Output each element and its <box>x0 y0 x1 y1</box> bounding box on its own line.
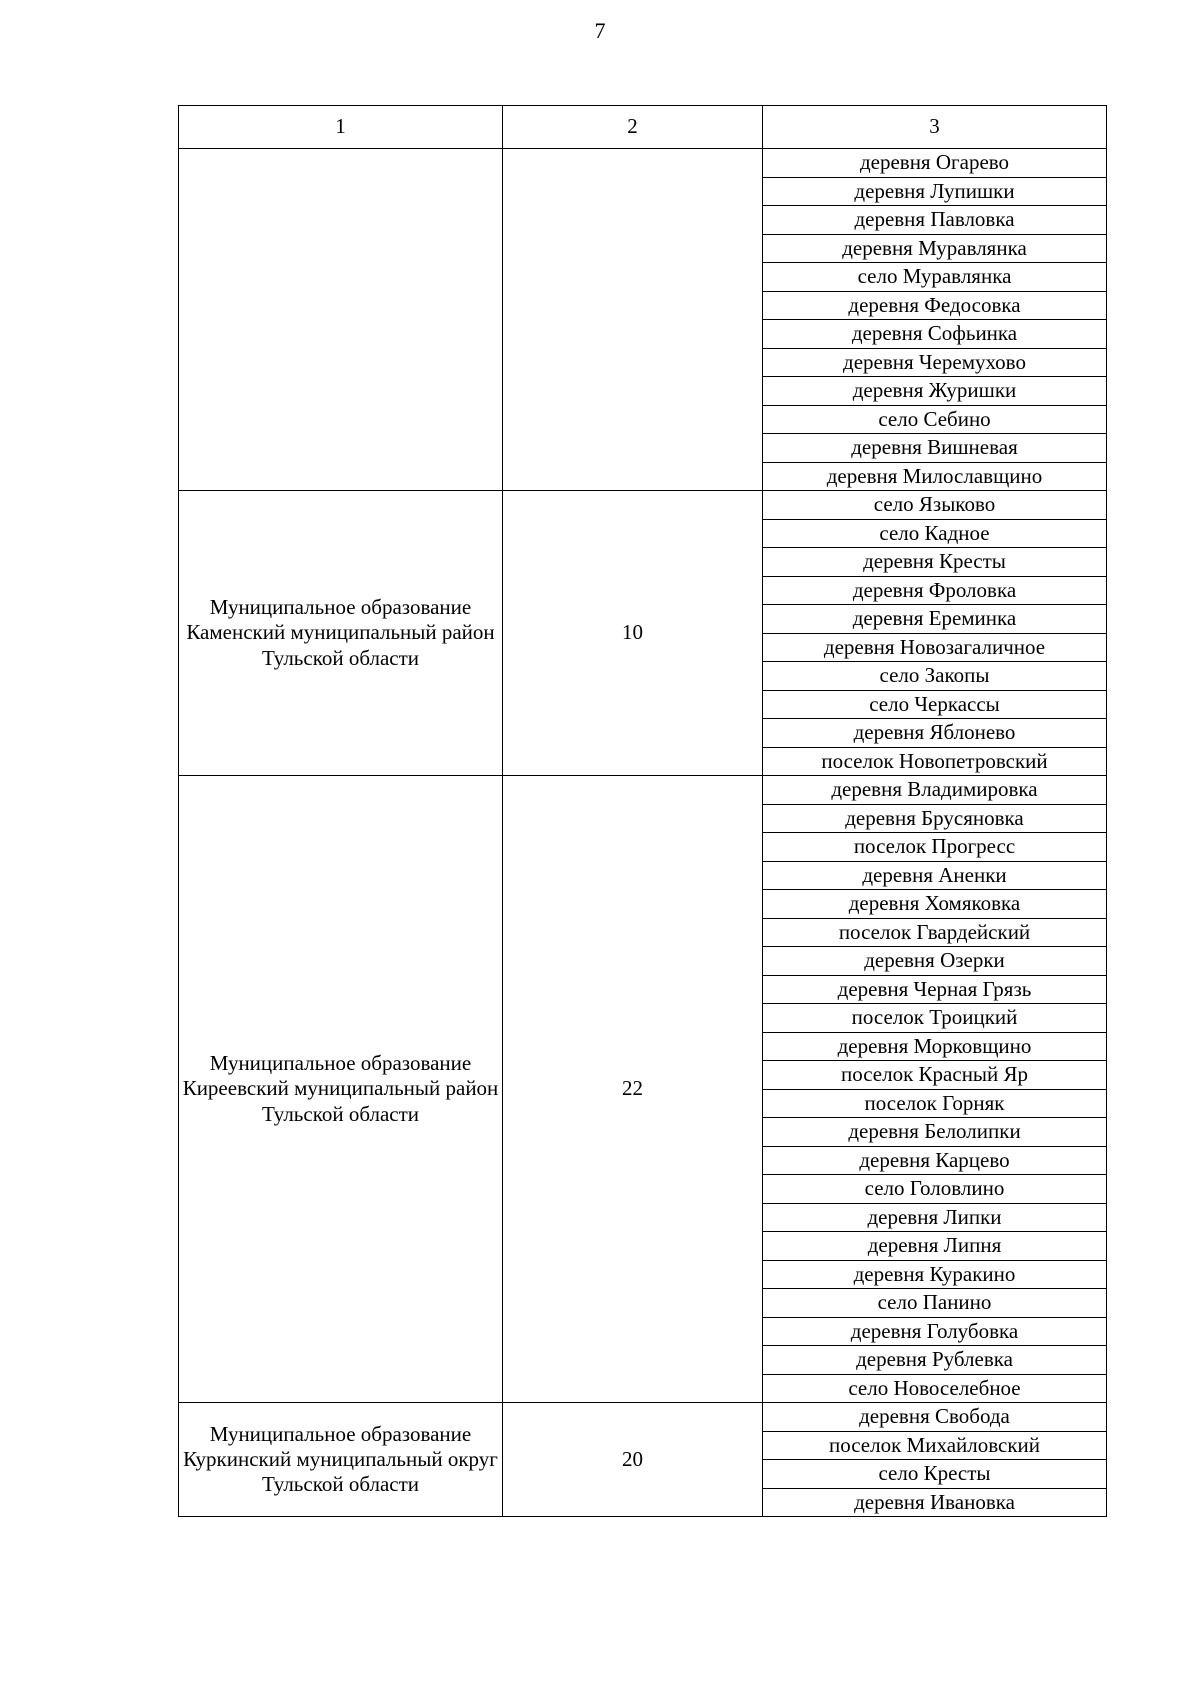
settlement-name: село Языково <box>763 491 1107 520</box>
settlement-name: деревня Лупишки <box>763 177 1107 206</box>
settlement-name: село Закопы <box>763 662 1107 691</box>
settlement-name: деревня Свобода <box>763 1403 1107 1432</box>
settlement-name: деревня Озерки <box>763 947 1107 976</box>
settlement-name: деревня Голубовка <box>763 1317 1107 1346</box>
settlement-name: деревня Черемухово <box>763 348 1107 377</box>
header-col-2: 2 <box>503 106 763 149</box>
settlement-name: деревня Фроловка <box>763 576 1107 605</box>
settlement-name: деревня Куракино <box>763 1260 1107 1289</box>
settlement-name: деревня Черная Грязь <box>763 975 1107 1004</box>
settlement-name: деревня Журишки <box>763 377 1107 406</box>
settlement-name: поселок Гвардейский <box>763 918 1107 947</box>
settlement-name: деревня Новозагаличное <box>763 633 1107 662</box>
settlement-name: поселок Троицкий <box>763 1004 1107 1033</box>
settlement-name: деревня Карцево <box>763 1146 1107 1175</box>
table-header-row <box>179 106 1107 149</box>
page-number: 7 <box>594 18 606 43</box>
settlement-name: деревня Рублевка <box>763 1346 1107 1375</box>
settlement-name: деревня Вишневая <box>763 434 1107 463</box>
settlement-name: деревня Милославщино <box>763 462 1107 491</box>
municipality-name: Муниципальное образование Куркинский муниципальный округ Тульской области <box>179 1403 503 1517</box>
settlement-count: 10 <box>503 491 763 776</box>
settlement-name: поселок Новопетровский <box>763 747 1107 776</box>
table-row <box>179 491 1107 520</box>
table-row <box>179 149 1107 178</box>
settlement-name: село Головлино <box>763 1175 1107 1204</box>
settlement-name: поселок Прогресс <box>763 833 1107 862</box>
municipality-name: Муниципальное образование Киреевский муниципальный район Тульской области <box>179 776 503 1403</box>
settlement-name: деревня Аненки <box>763 861 1107 890</box>
settlement-name: село Кресты <box>763 1460 1107 1489</box>
settlement-name: деревня Яблонево <box>763 719 1107 748</box>
settlement-name: деревня Павловка <box>763 206 1107 235</box>
table-row <box>179 1403 1107 1432</box>
settlement-name: деревня Ереминка <box>763 605 1107 634</box>
settlement-name: поселок Михайловский <box>763 1431 1107 1460</box>
settlement-name: деревня Ивановка <box>763 1488 1107 1517</box>
settlement-name: деревня Кресты <box>763 548 1107 577</box>
settlement-name: село Черкассы <box>763 690 1107 719</box>
settlement-name: село Новоселебное <box>763 1374 1107 1403</box>
settlement-name: деревня Федосовка <box>763 291 1107 320</box>
settlement-name: поселок Горняк <box>763 1089 1107 1118</box>
settlement-name: деревня Хомяковка <box>763 890 1107 919</box>
settlement-count: 22 <box>503 776 763 1403</box>
header-col-1: 1 <box>179 106 503 149</box>
settlement-name: деревня Липки <box>763 1203 1107 1232</box>
table-row <box>179 776 1107 805</box>
settlement-name: деревня Огарево <box>763 149 1107 178</box>
settlement-name: село Себино <box>763 405 1107 434</box>
settlements-table <box>178 105 1107 1517</box>
settlement-name: деревня Белолипки <box>763 1118 1107 1147</box>
settlement-name: деревня Муравлянка <box>763 234 1107 263</box>
settlement-name: деревня Липня <box>763 1232 1107 1261</box>
settlement-name: деревня Владимировка <box>763 776 1107 805</box>
settlement-count <box>503 149 763 491</box>
settlement-name: село Муравлянка <box>763 263 1107 292</box>
settlement-name: село Кадное <box>763 519 1107 548</box>
settlement-name: деревня Брусяновка <box>763 804 1107 833</box>
header-col-3: 3 <box>763 106 1107 149</box>
settlement-name: деревня Морковщино <box>763 1032 1107 1061</box>
municipality-name: Муниципальное образование Каменский муниципальный район Тульской области <box>179 491 503 776</box>
municipality-name <box>179 149 503 491</box>
settlement-name: село Панино <box>763 1289 1107 1318</box>
settlement-count: 20 <box>503 1403 763 1517</box>
settlement-name: деревня Софьинка <box>763 320 1107 349</box>
settlement-name: поселок Красный Яр <box>763 1061 1107 1090</box>
